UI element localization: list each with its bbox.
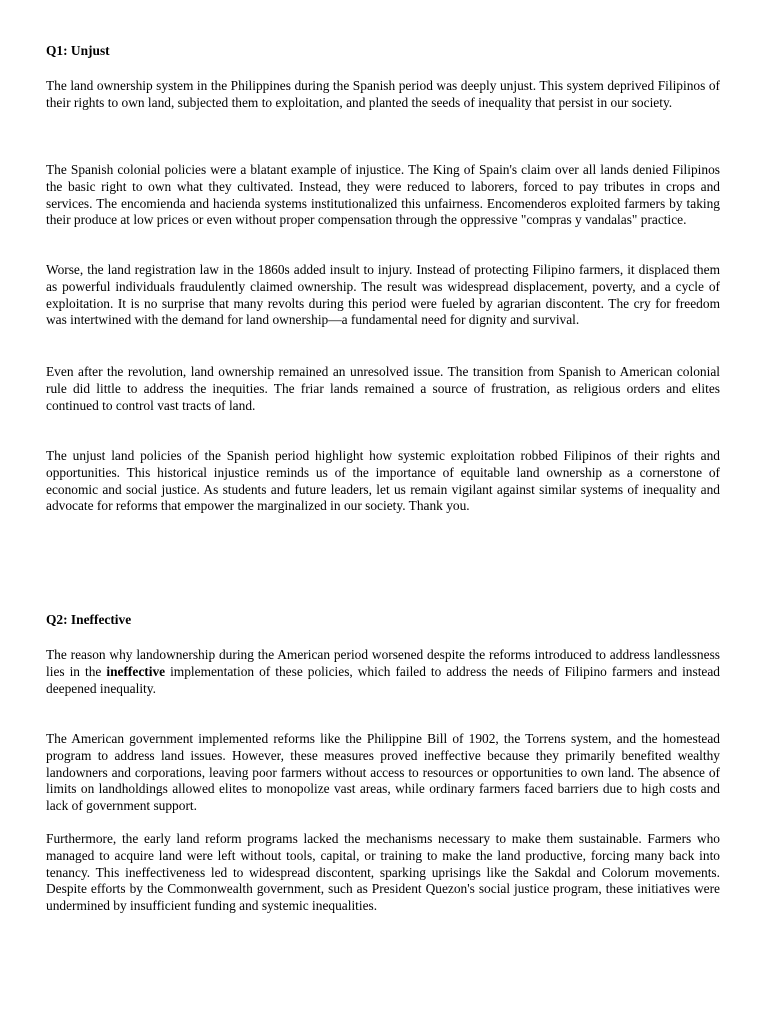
q1-body-paragraph-2: Worse, the land registration law in the 1860s added insult to injury. Instead of protecting Filipino farmers, it displaced them as powerful individuals fraudulently claimed ownership. The result was widespread displacement, poverty, and a cycle of exploitation. It is no surprise that many revolts during this period were fueled by agrarian discontent. The cry for freedom was intertwined with the demand for land ownership—a fundamental need for dignity and survival. bbox=[46, 262, 720, 328]
q1-conclusion-paragraph: The unjust land policies of the Spanish period highlight how systemic exploitation robbed Filipinos of their rights and opportunities. This historical injustice reminds us of the importance of equitable land ownership as a cornerstone of economic and social justice. As students and future leaders, let us remain vigilant against similar systems of inequality and advocate for reforms that empower the marginalized in our society. Thank you. bbox=[46, 448, 720, 514]
q2-intro-emphasis: ineffective bbox=[106, 663, 166, 679]
q1-intro-paragraph: The land ownership system in the Philippines during the Spanish period was deeply unjust. This system deprived Filipinos of their rights to own land, subjected them to exploitation, and planted the seeds of inequality that persist in our society. bbox=[46, 78, 720, 110]
q1-body-paragraph-3: Even after the revolution, land ownership remained an unresolved issue. The transition from Spanish to American colonial rule did little to address the inequities. The friar lands remained a source of frustration, as religious orders and elites continued to control vast tracts of land. bbox=[46, 364, 720, 413]
q2-intro-text-after: implementation of these policies, which failed to address the needs of Filipino farmers and instead deepened inequality. bbox=[46, 663, 720, 696]
q2-heading: Q2: Ineffective bbox=[46, 612, 132, 627]
q2-intro-paragraph bbox=[46, 647, 720, 697]
q1-heading: Q1: Unjust bbox=[46, 43, 110, 58]
q1-body-paragraph-1: The Spanish colonial policies were a blatant example of injustice. The King of Spain's claim over all lands denied Filipinos the basic right to own what they cultivated. Instead, they were reduced to laborers, forced to pay tributes in crops and services. The encomienda and hacienda systems institutionalized this unfairness. Encomenderos exploited farmers by taking their produce at low prices or even without proper compensation through the oppressive "compras y vandalas" practice. bbox=[46, 162, 720, 228]
q2-body-paragraph-1: The American government implemented reforms like the Philippine Bill of 1902, the Torrens system, and the homestead program to address land issues. However, these measures proved ineffective because they primarily benefited wealthy landowners and corporations, leaving poor farmers without access to resources or opportunities to own land. The absence of limits on landholdings allowed elites to monopolize vast areas, while ordinary farmers faced barriers due to high costs and lack of government support. bbox=[46, 731, 720, 814]
q2-body-paragraph-2: Furthermore, the early land reform programs lacked the mechanisms necessary to make them sustainable. Farmers who managed to acquire land were left without tools, capital, or training to make the land productive, forcing many back into tenancy. This ineffectiveness led to widespread discontent, sparking uprisings like the Sakdal and Colorum movements. Despite efforts by the Commonwealth government, such as President Quezon's social justice program, these initiatives were undermined by insufficient funding and systemic inequalities. bbox=[46, 831, 720, 914]
q2-intro-text-before: The reason why landownership during the American period worsened despite the reforms introduced to address landlessness lies in the bbox=[46, 647, 720, 679]
